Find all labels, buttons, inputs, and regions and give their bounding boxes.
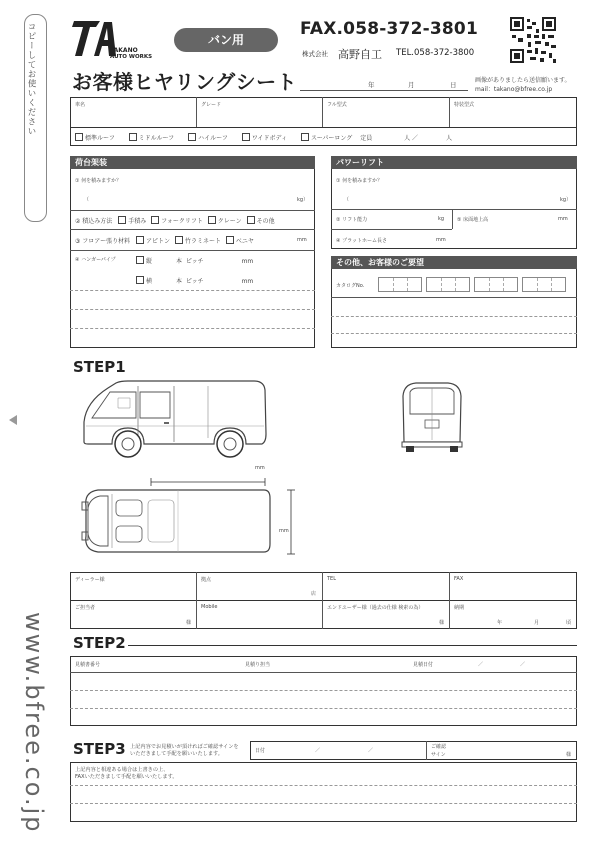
step3-label: STEP3 <box>73 740 126 758</box>
lift-q5-unit: mm <box>558 216 568 222</box>
logo-name1: TAKANO <box>110 47 138 54</box>
step2-blank-1 <box>70 690 577 691</box>
catalog-cell-3[interactable] <box>474 277 518 292</box>
grade-label: グレード <box>201 102 222 108</box>
step2-box <box>70 656 577 726</box>
capacity-label: 定員 <box>360 135 373 142</box>
delivery-month: 月 <box>534 620 540 626</box>
model-label: 車名 <box>75 102 86 108</box>
load-opt-hand[interactable]: 手積み <box>118 218 146 225</box>
logo-name2: AUTO WORKS <box>110 54 153 60</box>
hanger-row-horizontal: 横 本 ピッチ mm <box>136 276 253 285</box>
people-1: 人 ／ <box>404 135 419 142</box>
dealer-vdiv-2 <box>322 572 323 629</box>
roof-options <box>75 133 452 142</box>
van-side-view <box>78 378 273 464</box>
step3-sign-box <box>250 741 577 760</box>
person-label: ご担当者 <box>75 605 96 611</box>
dimension-side-unit: mm <box>279 528 289 534</box>
step3-blank-2 <box>70 803 577 804</box>
roof-opt-high[interactable]: ハイルーフ <box>188 135 228 142</box>
quote-person-label: 見積り担当 <box>245 662 271 668</box>
page-title: お客様ヒヤリングシート <box>72 70 298 94</box>
people-2: 人 <box>445 135 452 142</box>
floor-opt-apitong[interactable]: アピトン <box>136 238 170 245</box>
dealer-fax-label: FAX <box>454 576 464 582</box>
dealer-vdiv-1 <box>196 572 197 629</box>
cargo-row-line-2 <box>70 229 315 230</box>
cargo-row-line-3 <box>70 250 315 251</box>
triangle-marker-icon <box>9 415 17 425</box>
cargo-q3-unit: mm <box>297 237 307 243</box>
checkbox[interactable] <box>151 216 159 224</box>
step3-date-slash1: ／ <box>315 748 321 754</box>
logo <box>72 18 162 60</box>
step2-rule <box>128 645 577 646</box>
delivery-year: 年 <box>497 620 503 626</box>
roof-opt-standard[interactable]: 標準ルーフ <box>75 135 115 142</box>
cargo-row-line-1 <box>70 210 315 211</box>
quote-date-slash2: ／ <box>520 662 526 668</box>
lift-q1-paren: （ <box>344 197 350 203</box>
step3-note-1: 上記内容でお見積いが頂ければご確認サインを <box>130 744 239 750</box>
date-day: 日 <box>450 81 457 89</box>
floor-opt-plywood[interactable]: ベニヤ <box>226 238 254 245</box>
load-opt-crane[interactable]: クレーン <box>208 218 242 225</box>
title-underline <box>300 90 468 91</box>
lift-q1-unit: kg） <box>560 197 572 203</box>
checkbox[interactable] <box>136 276 144 284</box>
checkbox[interactable] <box>301 133 309 141</box>
side-note: コピーしてお使いください <box>26 22 36 136</box>
vehicle-vdiv-3 <box>449 97 450 127</box>
lift-q4-unit: mm <box>436 237 446 243</box>
checkbox[interactable] <box>247 216 255 224</box>
checkbox[interactable] <box>208 216 216 224</box>
step3-memo-1: 上記内容と相違ある場合は上書きの上、 <box>75 767 169 773</box>
qr-code-icon <box>510 17 556 63</box>
cargo-q4: ④ ハンガーパイプ <box>75 257 116 263</box>
other-blank-2 <box>331 333 577 334</box>
step3-note-2: いただきまして手配を願いいたします。 <box>130 751 223 757</box>
mobile-label: Mobile <box>201 604 218 610</box>
roof-opt-middle[interactable]: ミドルルーフ <box>129 135 175 142</box>
date-month: 月 <box>408 81 415 89</box>
lift-row-line-1 <box>331 209 577 210</box>
dealer-tel-label: TEL <box>327 576 336 582</box>
lift-q2-unit: kg <box>438 216 445 222</box>
cargo-blank-1 <box>70 290 315 291</box>
load-opt-other[interactable]: その他 <box>247 218 275 225</box>
lift-q1: ① 何を積みますか？ <box>336 178 383 184</box>
confirm-label-2: サイン <box>431 752 446 758</box>
checkbox[interactable] <box>136 236 144 244</box>
step3-date-label: 日付 <box>255 748 266 754</box>
other-row-line-1 <box>331 297 577 298</box>
catalog-cell-2[interactable] <box>426 277 470 292</box>
checkbox[interactable] <box>242 133 250 141</box>
quote-date-label: 見積日付 <box>413 662 434 668</box>
checkbox[interactable] <box>129 133 137 141</box>
cargo-blank-2 <box>70 309 315 310</box>
dimension-side-line <box>286 488 296 556</box>
company-prefix: 株式会社 <box>302 50 328 58</box>
special-model-label: 特装型式 <box>454 102 475 108</box>
side-url: www.bfree.co.jp <box>20 612 48 834</box>
company-tel: TEL.058-372-3800 <box>396 48 475 58</box>
lift-row-line-2 <box>331 229 452 230</box>
cargo-heading: 荷台架装 <box>70 156 315 169</box>
lift-vdiv <box>452 209 453 229</box>
cargo-q3: ③ フロアー張り材料 アピトン 竹ラミネート ベニヤ <box>75 238 254 245</box>
step2-row-line <box>70 672 577 673</box>
roof-opt-wide[interactable]: ワイドボディ <box>242 135 287 142</box>
step2-label: STEP2 <box>73 634 126 652</box>
catalog-cell-1[interactable] <box>378 277 422 292</box>
enduser-label: エンドユーザー様（過去の仕様 検索の為） <box>327 605 424 611</box>
cargo-q1-paren: （ <box>84 197 90 203</box>
full-model-label: フル型式 <box>327 102 347 108</box>
van-badge: バン用 <box>174 28 278 52</box>
delivery-label: 納期 <box>454 605 465 611</box>
cargo-q2: ② 積込み方法 手積み フォークリフト クレーン その他 <box>75 218 275 225</box>
roof-opt-superlong[interactable]: スーパーロング <box>301 135 352 142</box>
mail-address: mail：takano@bfree.co.jp <box>475 86 553 93</box>
person-unit: 様 <box>186 620 192 626</box>
floor-opt-bamboo[interactable]: 竹ラミネート <box>175 238 221 245</box>
quote-date-slash1: ／ <box>478 662 484 668</box>
dimension-top-line <box>149 472 267 482</box>
enduser-unit: 様 <box>439 620 445 626</box>
checkbox[interactable] <box>226 236 234 244</box>
cargo-q1-unit: kg） <box>297 197 309 203</box>
cargo-blank-3 <box>70 328 315 329</box>
vehicle-vdiv-1 <box>196 97 197 127</box>
vehicle-divider <box>70 127 577 128</box>
delivery-when: 頃 <box>566 620 572 626</box>
load-opt-forklift[interactable]: フォークリフト <box>151 218 203 225</box>
quote-no-label: 見積書番号 <box>75 662 101 668</box>
lift-q5: ⑤ 床面地上高 <box>457 217 489 223</box>
checkbox[interactable] <box>118 216 126 224</box>
dealer-vdiv-3 <box>449 572 450 629</box>
dealer-label: ディーラー様 <box>75 577 105 583</box>
cargo-q1: ① 何を積みますか？ <box>75 178 122 184</box>
shop-unit: 店 <box>311 591 317 597</box>
checkbox[interactable] <box>75 133 83 141</box>
lift-q4: ④ プラットホーム長さ <box>336 238 387 244</box>
step3-sign-vdiv <box>426 741 427 760</box>
van-rear-view <box>398 380 466 454</box>
catalog-cells[interactable] <box>378 277 570 296</box>
vehicle-vdiv-2 <box>322 97 323 127</box>
step2-blank-2 <box>70 708 577 709</box>
step3-date-slash2: ／ <box>368 748 374 754</box>
step3-memo-2: FAXいただきまして手配を願いいたします。 <box>75 774 178 780</box>
dimension-top-unit: mm <box>255 465 265 471</box>
catalog-cell-4[interactable] <box>522 277 566 292</box>
step1-label: STEP1 <box>73 358 126 376</box>
shop-label: 拠点 <box>201 577 212 583</box>
step3-blank-1 <box>70 785 577 786</box>
other-heading: その他、お客様のご要望 <box>331 256 577 269</box>
catalog-label: カタログNo. <box>336 283 365 289</box>
van-top-view <box>78 484 278 558</box>
hanger-row-vertical: 縦 本 ピッチ mm <box>136 256 253 265</box>
photo-note: 画像がありましたら送信願います。 <box>475 77 571 84</box>
company-name: 高野自工 <box>338 48 382 61</box>
fax-number: FAX.058-372-3801 <box>300 19 478 39</box>
checkbox[interactable] <box>188 133 196 141</box>
lift-heading: パワーリフト <box>331 156 577 169</box>
checkbox[interactable] <box>175 236 183 244</box>
other-blank-1 <box>331 316 577 317</box>
checkbox[interactable] <box>136 256 144 264</box>
confirm-label-1: ご確認 <box>431 744 447 750</box>
confirm-unit: 様 <box>566 752 572 758</box>
dealer-divider <box>70 600 577 601</box>
date-year: 年 <box>368 81 375 89</box>
lift-q2: ② リフト能力 <box>336 217 368 223</box>
